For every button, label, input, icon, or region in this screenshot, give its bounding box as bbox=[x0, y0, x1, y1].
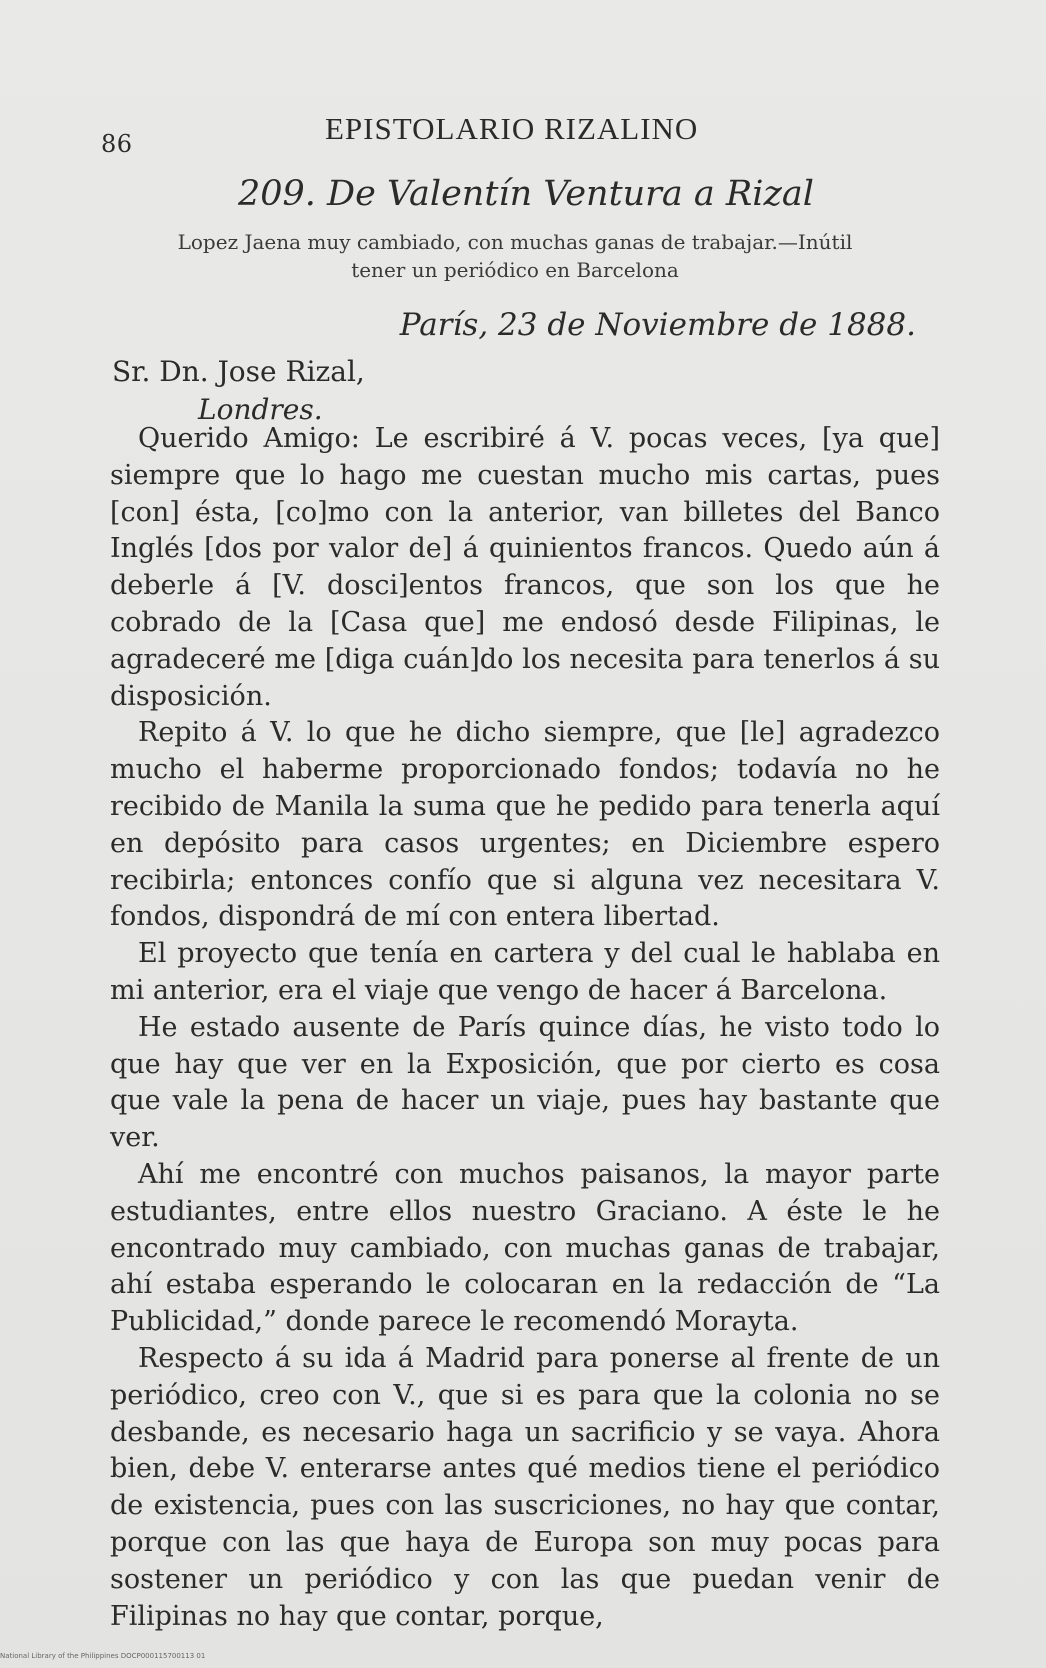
footer-note: National Library of the Philippines DOCP000115700113 01 bbox=[0, 1652, 206, 1660]
letter-title: 209. De Valentín Ventura a Rizal bbox=[238, 174, 814, 214]
summary-line: Lopez Jaena muy cambiado, con muchas ganas de trabajar.—Inútil bbox=[177, 230, 853, 254]
recipient-block bbox=[112, 353, 365, 429]
recipient-city: Londres. bbox=[198, 393, 323, 426]
body-paragraph: El proyecto que tenía en cartera y del cual le hablaba en mi anterior, era el viaje que vengo de hacer á Barcelona. bbox=[110, 938, 940, 1006]
letter-summary bbox=[120, 228, 910, 284]
running-head: EPISTOLARIO RIZALINO bbox=[325, 111, 699, 146]
dateline: París, 23 de Noviembre de 1888. bbox=[399, 307, 916, 343]
summary-line: tener un periódico en Barcelona bbox=[351, 258, 679, 282]
page-number: 86 bbox=[101, 130, 133, 158]
recipient-name: Sr. Dn. Jose Rizal, bbox=[112, 355, 365, 388]
body-paragraph: Ahí me encontré con muchos paisanos, la mayor parte estudiantes, entre ellos nuestro Graciano. A éste le he encontrado muy cambiado, con muchas ganas de trabajar, ahí estaba esperando le colocaran en la redacción de “La Publicidad,” donde parece le recomendó Morayta. bbox=[110, 1158, 940, 1338]
body-paragraph: Repito á V. lo que he dicho siempre, que [le] agradezco mucho el haberme proporcionado fondos; todavía no he recibido de Manila la suma que he pedido para tenerla aquí en depósito para casos urgentes; en Diciembre espero recibirla; entonces confío que si alguna vez necesitara V. fondos, dispondrá de mí con entera libertad. bbox=[110, 717, 940, 933]
letter-body bbox=[110, 421, 940, 1635]
body-paragraph: He estado ausente de París quince días, he visto todo lo que hay que ver en la Exposición, que por cierto es cosa que vale la pena de hacer un viaje, pues hay bastante que ver. bbox=[110, 1011, 940, 1154]
body-paragraph: Querido Amigo: Le escribiré á V. pocas veces, [ya que] siempre que lo hago me cuestan mucho mis cartas, pues [con] ésta, [co]mo con la anterior, van billetes del Banco Inglés [dos por valor de] á quinientos francos. Quedo aún á deberle á [V. dosci]entos francos, que son los que he cobrado de la [Casa que] me endosó desde Filipinas, le agradeceré me [diga cuán]do los necesita para tenerlos á su disposición. bbox=[110, 423, 940, 712]
body-paragraph: Respecto á su ida á Madrid para ponerse al frente de un periódico, creo con V., que si es para que la colonia no se desbande, es necesario haga un sacrificio y se vaya. Ahora bien, debe V. enterarse antes qué medios tiene el periódico de existencia, pues con las suscriciones, no hay que contar, porque con las que haya de Europa son muy pocas para sostener un periódico y con las que puedan venir de Filipinas no hay que contar, porque, bbox=[110, 1342, 940, 1632]
